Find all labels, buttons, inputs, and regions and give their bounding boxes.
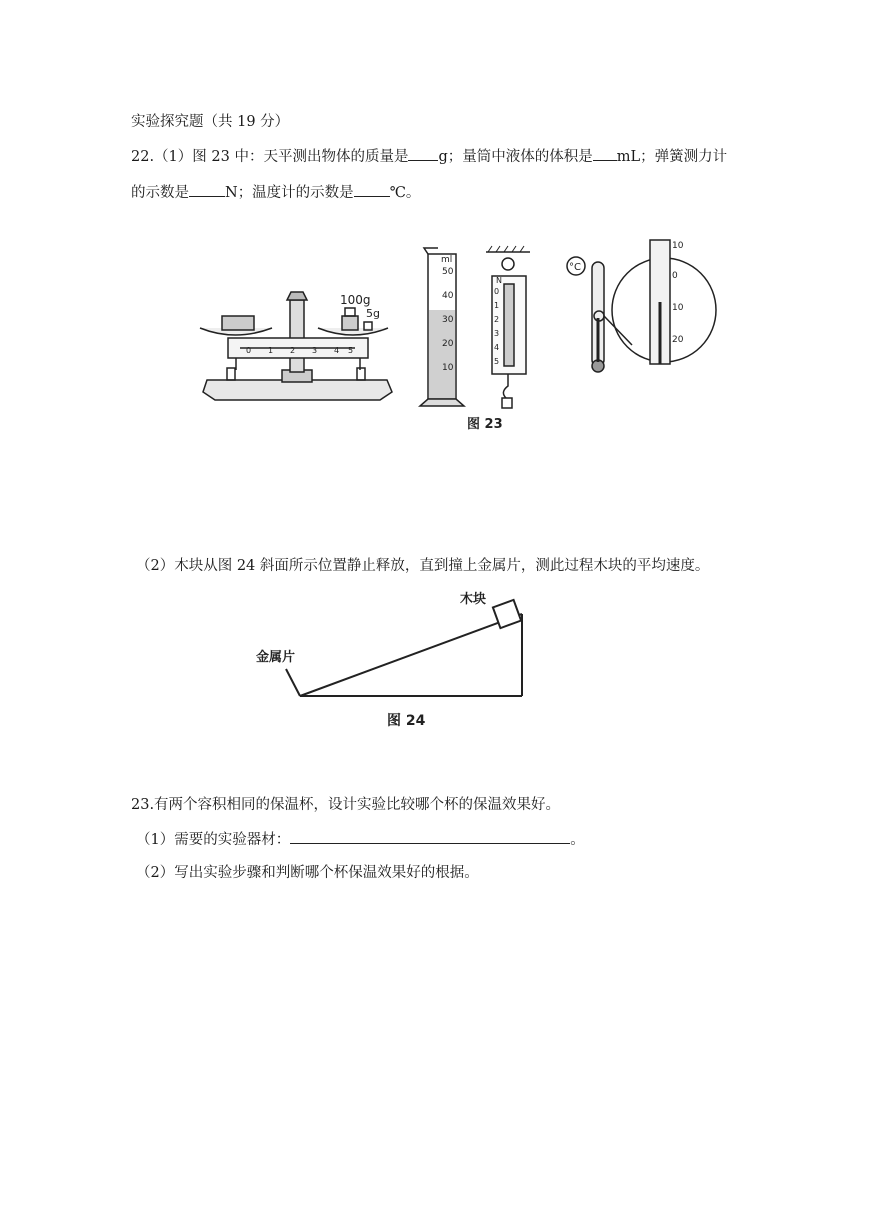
materials-answer-blank[interactable] bbox=[290, 829, 570, 844]
spring-tick: 3 bbox=[494, 329, 500, 338]
plate-label: 金属片 bbox=[256, 650, 296, 665]
q23-text: 。 bbox=[570, 832, 585, 848]
figure-24-caption: 图 24 bbox=[387, 713, 426, 729]
cylinder-tick: 40 bbox=[442, 291, 454, 301]
figure-23-caption: 图 23 bbox=[467, 417, 503, 432]
q22-text: mL；弹簧测力计 bbox=[616, 149, 728, 165]
figure-23 bbox=[0, 220, 869, 470]
block-label: 木块 bbox=[460, 592, 487, 607]
spring-unit-label: N bbox=[496, 276, 502, 285]
cylinder-tick: 20 bbox=[442, 339, 454, 349]
svg-text:4: 4 bbox=[334, 346, 340, 355]
cylinder-tick: 30 bbox=[442, 315, 454, 325]
spring-tick: 5 bbox=[494, 357, 500, 366]
q22-part1-line2 bbox=[131, 182, 420, 203]
force-answer-blank[interactable] bbox=[189, 182, 225, 197]
metal-plate bbox=[286, 669, 300, 696]
thermo-tick: 10 bbox=[672, 241, 684, 251]
q23-part2: （2）写出实验步骤和判断哪个杯保温效果好的根据。 bbox=[136, 865, 479, 881]
spring-tick: 1 bbox=[494, 301, 500, 310]
thermo-tick: 20 bbox=[672, 335, 684, 345]
q22-part2: （2）木块从图 24 斜面所示位置静止释放，直到撞上金属片，测此过程木块的平均速度。 bbox=[136, 558, 710, 574]
cylinder-tick: 50 bbox=[442, 267, 454, 277]
balance-scale bbox=[200, 292, 392, 400]
q23-title: 23.有两个容积相同的保温杯，设计实验比较哪个杯的保温效果好。 bbox=[131, 797, 561, 813]
svg-text:3: 3 bbox=[312, 346, 318, 355]
q22-text: 22.（1）图 23 中：天平测出物体的质量是 bbox=[131, 149, 409, 165]
q22-text: 的示数是 bbox=[131, 185, 189, 201]
q22-text: g；量筒中液体的体积是 bbox=[438, 149, 593, 165]
thermometer bbox=[567, 240, 716, 372]
figure-24 bbox=[0, 585, 869, 735]
thermo-unit-label: °C bbox=[569, 262, 581, 273]
spring-tick: 4 bbox=[494, 343, 500, 352]
q22-part1-line1 bbox=[131, 146, 727, 167]
svg-text:1: 1 bbox=[268, 346, 274, 355]
cylinder-unit-label: ml bbox=[441, 255, 453, 265]
temperature-answer-blank[interactable] bbox=[354, 182, 390, 197]
mass-answer-blank[interactable] bbox=[408, 146, 438, 161]
svg-text:0: 0 bbox=[246, 346, 252, 355]
spring-tick: 2 bbox=[494, 315, 500, 324]
weight-100g-label: 100g bbox=[340, 293, 371, 307]
svg-text:5: 5 bbox=[348, 346, 354, 355]
incline-slope bbox=[300, 614, 522, 696]
thermo-tick: 10 bbox=[672, 303, 684, 313]
spring-tick: 0 bbox=[494, 287, 500, 296]
q23-part1 bbox=[136, 829, 585, 850]
q22-text: ℃。 bbox=[389, 185, 421, 201]
q22-text: N；温度计的示数是 bbox=[225, 185, 354, 201]
thermo-tick: 0 bbox=[672, 271, 678, 281]
volume-answer-blank[interactable] bbox=[593, 146, 617, 161]
cylinder-tick: 10 bbox=[442, 363, 454, 373]
section-heading: 实验探究题（共 19 分） bbox=[131, 114, 290, 130]
q23-text: （1）需要的实验器材： bbox=[136, 832, 291, 848]
svg-text:2: 2 bbox=[290, 346, 296, 355]
weight-5g-label: 5g bbox=[366, 307, 380, 320]
spring-scale bbox=[486, 246, 530, 408]
